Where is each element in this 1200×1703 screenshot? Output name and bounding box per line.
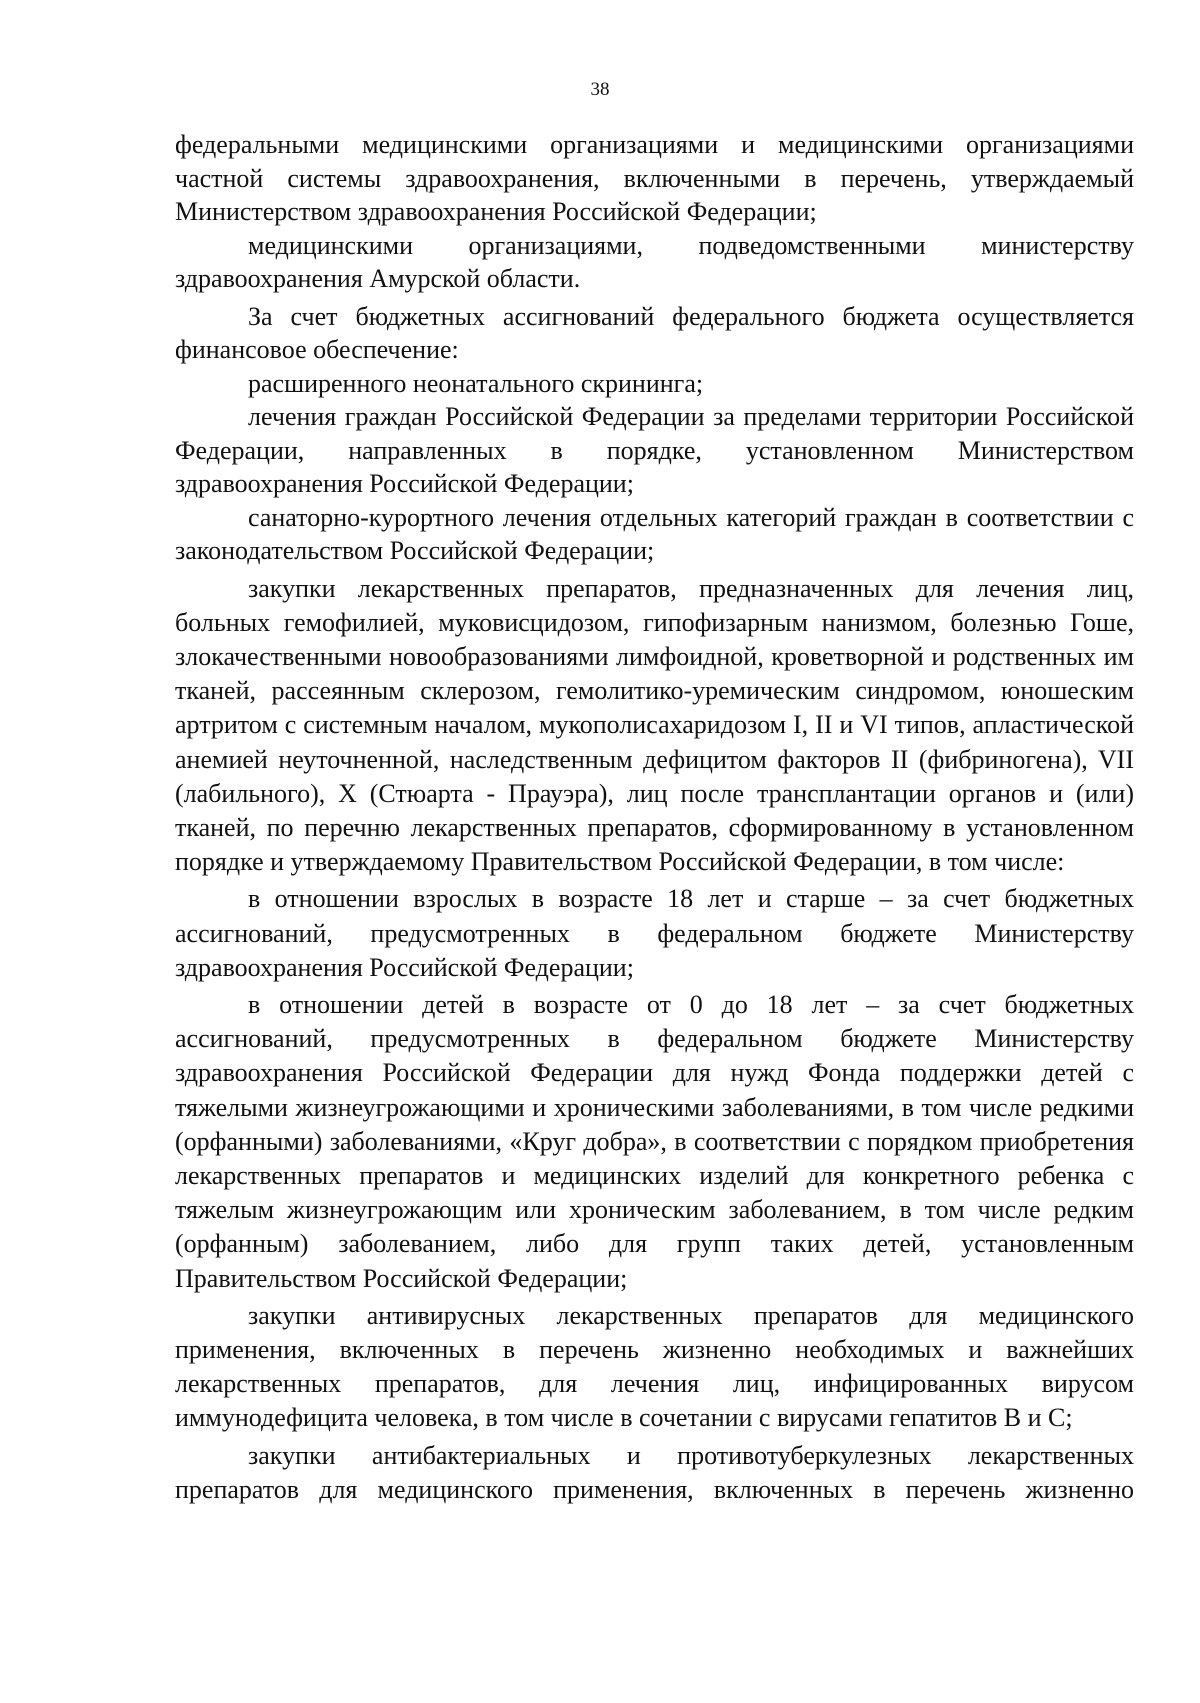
- paragraph-treatment-abroad: лечения граждан Российской Федерации за пределами территории Российской Федерации, направленных в порядке, установленном Министерством здравоохранения Российской Федерации;: [175, 402, 1134, 498]
- page-number: 38: [590, 79, 610, 100]
- paragraph-drug-procurement: закупки лекарственных препаратов, предназначенных для лечения лиц, больных гемофилией, муковисцидозом, гипофизарным нанизмом, болезнью Гоше, злокачественными новообразованиями лимфоидной, кроветворной и родственных им тканей, рассеянным склерозом, гемолитико-уремическим синдромом, юношеским артритом с системным началом, мукополисахаридозом I, II и VI типов, апластической анемией неуточненной, наследственным дефицитом факторов II (фибриногена), VII (лабильного), X (Стюарта - Прауэра), лиц после трансплантации органов и (или) тканей, по перечню лекарственных препаратов, сформированному в установленном порядке и утверждаемому Правительством Российской Федерации, в том числе:: [175, 573, 1134, 877]
- paragraph-federal-organizations: федеральными медицинскими организациями и медицинскими организациями частной системы здравоохранения, включенными в перечень, утверждаемый Министерством здравоохранения Российской Федерации;: [175, 130, 1134, 226]
- paragraph-antibacterial-drugs: закупки антибактериальных и противотуберкулезных лекарственных препаратов для медицинского применения, включенных в перечень жизненно: [175, 1440, 1134, 1504]
- paragraph-federal-budget-funding: За счет бюджетных ассигнований федерального бюджета осуществляется финансовое обеспечение:: [175, 301, 1134, 364]
- paragraph-antiviral-drugs: закупки антивирусных лекарственных препаратов для медицинского применения, включенных в перечень жизненно необходимых и важнейших лекарственных препаратов, для лечения лиц, инфицированных вирусом иммунодефицита человека, в том числе в сочетании с вирусами гепатитов B и C;: [175, 1300, 1134, 1433]
- paragraph-amur-organizations: медицинскими организациями, подведомственными министерству здравоохранения Амурской области.: [175, 230, 1134, 293]
- document-body: [175, 128, 1134, 1507]
- paragraph-sanatorium-treatment: санаторно-курортного лечения отдельных категорий граждан в соответствии с законодательством Российской Федерации;: [175, 502, 1134, 565]
- paragraph-adults: в отношении взрослых в возрасте 18 лет и старше – за счет бюджетных ассигнований, предусмотренных в федеральном бюджете Министерству здравоохранения Российской Федерации;: [175, 884, 1134, 982]
- paragraph-neonatal-screening: расширенного неонатального скрининга;: [248, 368, 704, 398]
- paragraph-children: в отношении детей в возрасте от 0 до 18 лет – за счет бюджетных ассигнований, предусмотренных в федеральном бюджете Министерству здравоохранения Российской Федерации для нужд Фонда поддержки детей с тяжелыми жизнеугрожающими и хроническими заболеваниями, в том числе редкими (орфанными) заболеваниями, «Круг добра», в соответствии с порядком приобретения лекарственных препаратов и медицинских изделий для конкретного ребенка с тяжелым жизнеугрожающим или хроническим заболеванием, в том числе редким (орфанным) заболеванием, либо для групп таких детей, установленным Правительством Российской Федерации;: [175, 989, 1134, 1293]
